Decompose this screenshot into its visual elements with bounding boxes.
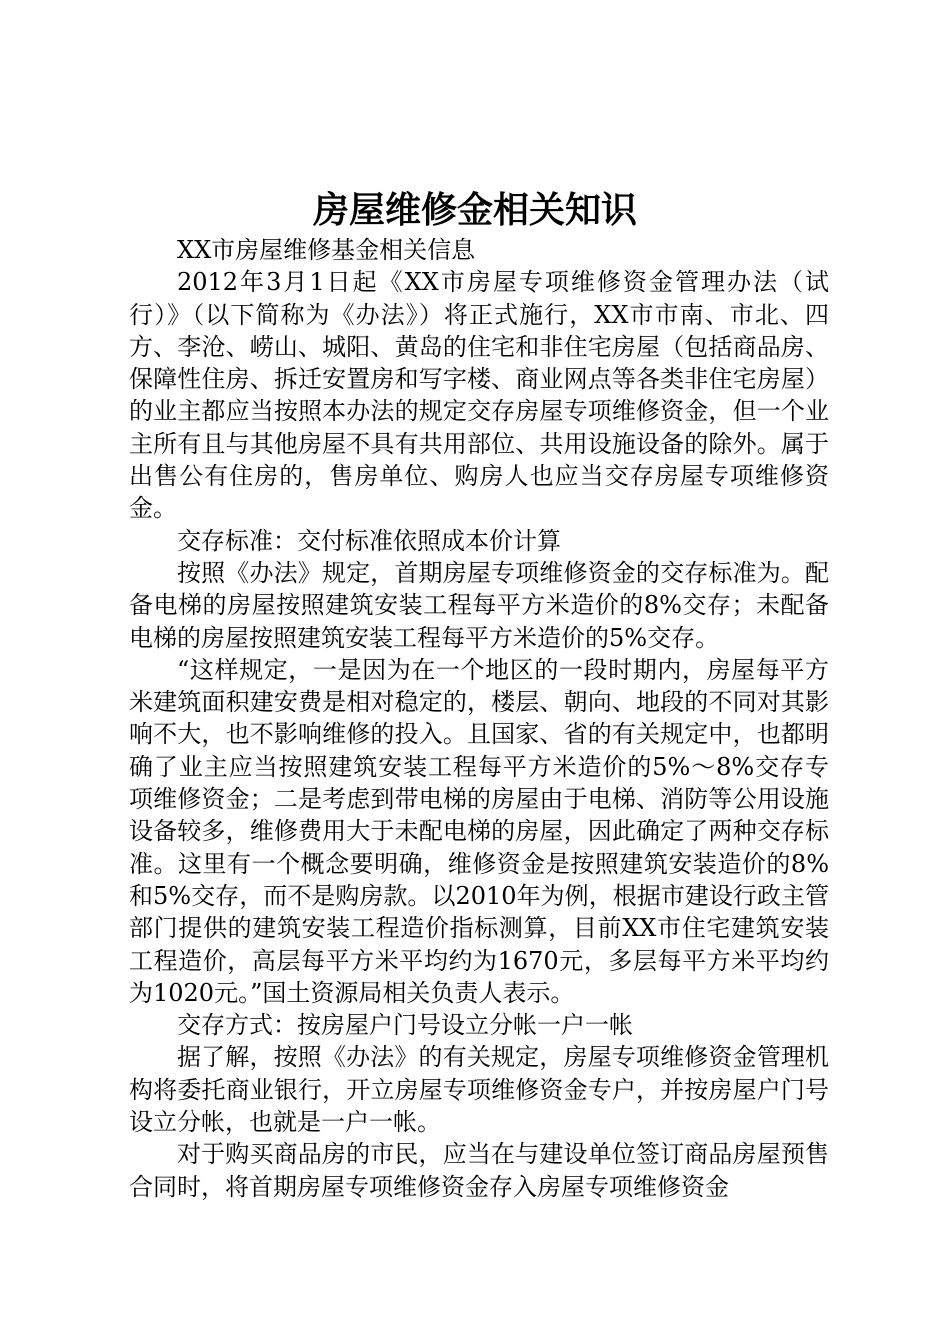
paragraph-buyers: 对于购买商品房的市民，应当在与建设单位签订商品房屋预售合同时，将首期房屋专项维修资金存入房屋专项维修资金 bbox=[129, 1140, 829, 1201]
paragraph-intro: 2012年3月1日起《XX市房屋专项维修资金管理办法（试行）》（以下简称为《办法》）将正式施行，XX市市南、市北、四方、李沧、崂山、城阳、黄岛的住宅和非住宅房屋（包括商品房、保障性住房、拆迁安置房和写字楼、商业网点等各类非住宅房屋）的业主都应当按照本办法的规定交存房屋专项维修资金，但一个业主所有且与其他房屋不具有共用部位、共用设施设备的除外。属于出售公有住房的，售房单位、购房人也应当交存房屋专项维修资金。 bbox=[129, 268, 829, 523]
paragraph-quote: “这样规定，一是因为在一个地区的一段时期内，房屋每平方米建筑面积建安费是相对稳定的，楼层、朝向、地段的不同对其影响不大，也不影响维修的投入。且国家、省的有关规定中，也都明确了业主应当按照建筑安装工程每平方米造价的5%～8%交存专项维修资金；二是考虑到带电梯的房屋由于电梯、消防等公用设施设备较多，维修费用大于未配电梯的房屋，因此确定了两种交存标准。这里有一个概念要明确，维修资金是按照建筑安装造价的8%和5%交存，而不是购房款。以2010年为例，根据市建设行政主管部门提供的建筑安装工程造价指标测算，目前XX市住宅建筑安装工程造价，高层每平方米平均约为1670元，多层每平方米平均约为1020元。”国土资源局相关负责人表示。 bbox=[129, 655, 829, 1007]
section-heading-standard: 交存标准：交付标准依照成本价计算 bbox=[177, 526, 561, 555]
paragraph-method: 据了解，按照《办法》的有关规定，房屋专项维修资金管理机构将委托商业银行，开立房屋专项维修资金专户，并按房屋户门号设立分帐，也就是一户一帐。 bbox=[129, 1043, 829, 1137]
document-body bbox=[129, 234, 829, 1203]
section-heading-method: 交存方式：按房屋户门号设立分帐一户一帐 bbox=[177, 1011, 633, 1040]
paragraph-subtitle: XX市房屋维修基金相关信息 bbox=[177, 236, 476, 264]
paragraph-standard: 按照《办法》规定，首期房屋专项维修资金的交存标准为。配备电梯的房屋按照建筑安装工程每平方米造价的8%交存；未配备电梯的房屋按照建筑安装工程每平方米造价的5%交存。 bbox=[129, 558, 829, 652]
document-title: 房屋维修金相关知识 bbox=[312, 189, 637, 231]
